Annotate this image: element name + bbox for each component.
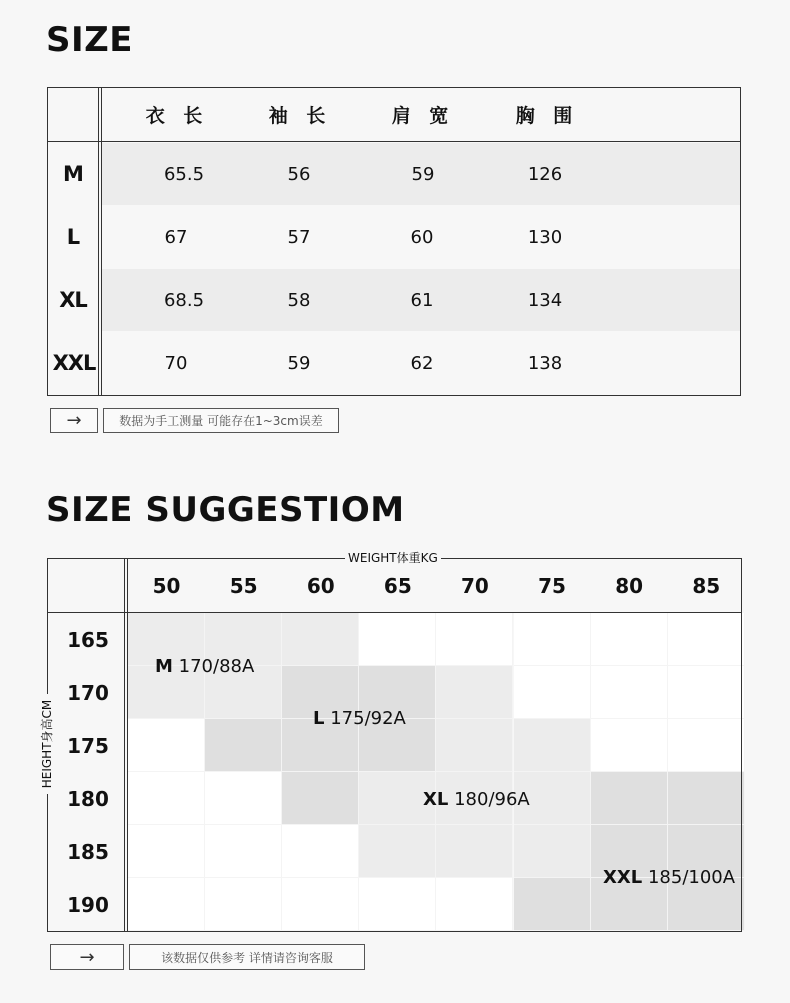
grid-cell-185-60 — [282, 825, 359, 878]
weight-label-70: 70 — [461, 574, 489, 598]
weight-label-55: 55 — [229, 574, 258, 598]
grid-cell-190-75 — [514, 878, 591, 931]
size-tag-xl — [423, 789, 530, 810]
height-label-190: 190 — [67, 892, 109, 917]
grid-header-line — [47, 612, 741, 613]
header-shoulder: 肩 宽 — [391, 105, 455, 127]
cell-l-chest: 130 — [527, 226, 563, 248]
cell-l-sleeve: 57 — [287, 226, 311, 248]
grid-cell-175-85 — [668, 719, 745, 772]
header-length: 衣 长 — [145, 105, 209, 127]
grid-cell-175-80 — [591, 719, 668, 772]
cell-l-length: 67 — [164, 226, 188, 248]
grid-cell-165-70 — [436, 613, 513, 666]
grid-cell-170-80 — [591, 666, 668, 719]
size-tag-m-code: M — [155, 656, 173, 677]
grid-cell-165-85 — [668, 613, 745, 666]
weight-label-80: 80 — [615, 574, 644, 598]
height-label-170: 170 — [67, 680, 109, 705]
size-label-l: L — [66, 225, 80, 249]
cell-xl-chest: 134 — [527, 289, 563, 311]
suggestion-title: SIZE SUGGESTIOM — [46, 490, 405, 530]
size-tag-xxl — [603, 867, 735, 888]
cell-xxl-shoulder: 62 — [410, 352, 434, 374]
cell-m-sleeve: 56 — [287, 163, 311, 185]
size-note: 数据为手工测量 可能存在1~3cm误差 — [103, 408, 339, 433]
cell-xl-sleeve: 58 — [287, 289, 311, 311]
size-tag-l-spec: 175/92A — [324, 708, 406, 729]
cell-xl-shoulder: 61 — [410, 289, 434, 311]
height-label-180: 180 — [67, 786, 109, 811]
grid-cell-180-85 — [668, 772, 745, 825]
grid-cell-180-80 — [591, 772, 668, 825]
grid-cell-165-75 — [514, 613, 591, 666]
weight-label-65: 65 — [383, 574, 412, 598]
header-chest: 胸 围 — [515, 105, 579, 127]
grid-cell-175-50 — [128, 719, 205, 772]
weight-axis-label: WEIGHT体重KG — [345, 550, 441, 566]
grid-cell-175-55 — [205, 719, 282, 772]
grid-cell-185-75 — [514, 825, 591, 878]
size-tag-xxl-spec: 185/100A — [642, 867, 736, 888]
grid-cell-180-55 — [205, 772, 282, 825]
grid-cell-190-70 — [436, 878, 513, 931]
size-tag-xxl-code: XXL — [603, 867, 643, 888]
grid-cell-175-75 — [514, 719, 591, 772]
suggestion-note: 该数据仅供参考 详情请咨询客服 — [129, 944, 365, 970]
height-label-185: 185 — [67, 839, 109, 864]
size-tag-m-spec: 170/88A — [172, 656, 255, 677]
height-label-175: 175 — [67, 733, 109, 758]
size-label-m: M — [63, 162, 83, 186]
header-sleeve: 袖 长 — [268, 105, 332, 127]
height-label-165: 165 — [67, 627, 109, 652]
header-divider — [47, 141, 740, 142]
size-tag-l-code: L — [313, 708, 325, 729]
grid-right-line — [741, 558, 742, 932]
weight-label-60: 60 — [306, 574, 335, 598]
grid-cell-175-70 — [436, 719, 513, 772]
size-tag-xl-spec: 180/96A — [448, 789, 530, 810]
grid-cell-185-55 — [205, 825, 282, 878]
grid-cell-185-70 — [436, 825, 513, 878]
size-tag-xl-code: XL — [423, 789, 449, 810]
grid-cell-180-60 — [282, 772, 359, 825]
grid-cell-165-60 — [282, 613, 359, 666]
grid-bottom-line — [47, 931, 741, 932]
weight-label-75: 75 — [538, 574, 566, 598]
suggestion-note-arrow-icon: → — [50, 944, 124, 970]
height-axis-label: HEIGHT身高CM — [40, 694, 54, 794]
cell-m-length: 65.5 — [163, 163, 205, 185]
grid-cell-190-65 — [359, 878, 436, 931]
weight-label-85: 85 — [692, 574, 721, 598]
size-title: SIZE — [46, 20, 134, 60]
frame-right-line — [740, 88, 741, 395]
grid-cell-185-50 — [128, 825, 205, 878]
cell-l-shoulder: 60 — [410, 226, 434, 248]
grid-cell-165-80 — [591, 613, 668, 666]
size-tag-m — [155, 656, 254, 677]
grid-cell-190-50 — [128, 878, 205, 931]
size-label-xl: XL — [59, 288, 87, 312]
grid-label-line-1 — [124, 558, 125, 932]
grid-cell-170-85 — [668, 666, 745, 719]
cell-xxl-sleeve: 59 — [287, 352, 311, 374]
cell-m-chest: 126 — [527, 163, 563, 185]
grid-cell-190-60 — [282, 878, 359, 931]
size-table — [47, 87, 741, 396]
grid-cell-190-55 — [205, 878, 282, 931]
weight-label-50: 50 — [152, 574, 181, 598]
grid-cell-180-50 — [128, 772, 205, 825]
size-tag-l — [313, 708, 406, 729]
size-label-xxl: XXL — [52, 351, 96, 375]
size-note-arrow-icon: → — [50, 408, 98, 433]
cell-xl-length: 68.5 — [163, 289, 205, 311]
grid-cell-170-70 — [436, 666, 513, 719]
label-col-line-2 — [101, 88, 102, 395]
cell-xxl-chest: 138 — [527, 352, 563, 374]
cell-m-shoulder: 59 — [411, 163, 435, 185]
grid-cell-165-65 — [359, 613, 436, 666]
cell-xxl-length: 70 — [164, 352, 188, 374]
grid-label-line-2 — [127, 558, 128, 932]
grid-cell-185-65 — [359, 825, 436, 878]
grid-cell-170-75 — [514, 666, 591, 719]
